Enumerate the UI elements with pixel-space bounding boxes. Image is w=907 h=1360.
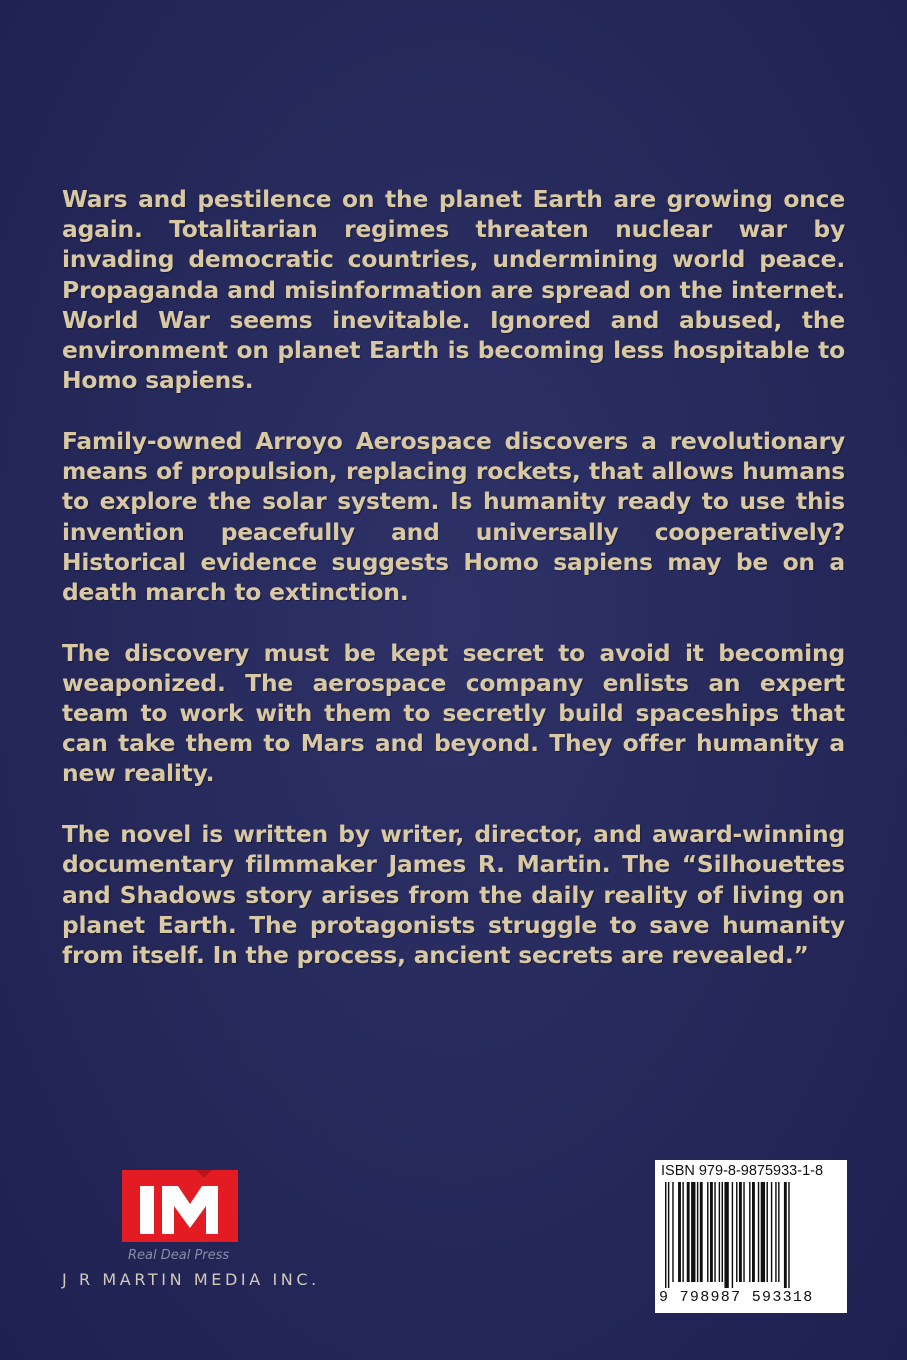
blurb-paragraph-2: Family-owned Arroyo Aerospace discovers a revolutionary means of propulsion, replacing rockets, that allows humans to explore the solar system. Is humanity ready to use this invention peacefully and universally cooperatively? Historical evidence suggests Homo sapiens may be on a death march to extinction. — [62, 426, 845, 606]
imprint-name: Real Deal Press — [128, 1248, 230, 1263]
blurb-text — [62, 184, 845, 1001]
blurb-paragraph-3: The discovery must be kept secret to avoid it becoming weaponized. The aerospace company enlists an expert team to work with them to secretly build spaceships that can take them to Mars and beyond. They offer humanity a new reality. — [62, 638, 845, 788]
publisher-logo — [62, 1170, 342, 1300]
blurb-paragraph-4: The novel is written by writer, director, and award-winning documentary filmmaker James R. Martin. The “Silhouettes and Shadows story arises from the daily reality of living on planet Earth. The protagonists struggle to save humanity from itself. In the process, ancient secrets are revealed.” — [62, 820, 845, 969]
jrm-logo-icon — [122, 1170, 238, 1242]
barcode-icon — [663, 1182, 841, 1288]
isbn-label: ISBN 979-8-9875933-1-8 — [661, 1163, 824, 1179]
company-name: J R MARTIN MEDIA INC. — [62, 1270, 320, 1289]
barcode-digits: 9 798987 593318 — [659, 1289, 814, 1306]
isbn-barcode — [655, 1160, 847, 1313]
blurb-paragraph-1: Wars and pestilence on the planet Earth are growing once again. Totalitarian regimes threaten nuclear war by invading democratic countries, undermining world peace. Propaganda and misinformation are spread on the internet. World War seems inevitable. Ignored and abused, the environment on planet Earth is becoming less hospitable to Homo sapiens. — [62, 185, 845, 395]
